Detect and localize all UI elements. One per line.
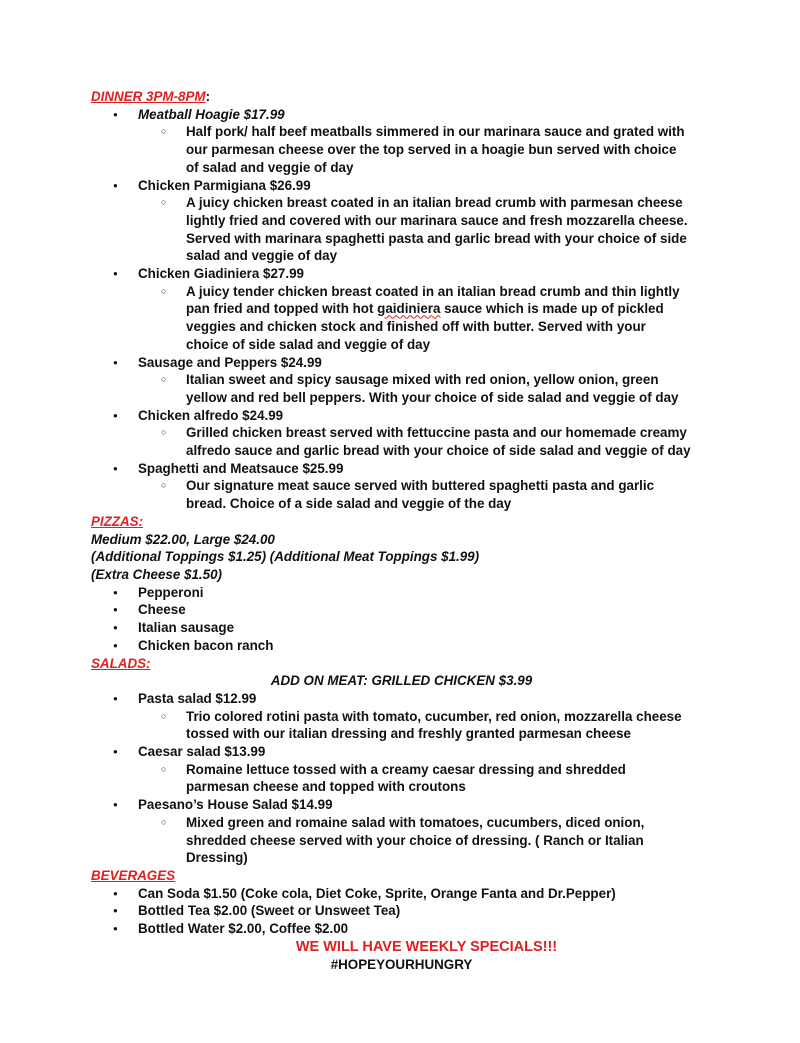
salad-desc-caesar: ○ Romaine lettuce tossed with a creamy caesar dressing and shredded parmesan cheese and topped with croutons [186, 761, 626, 795]
dinner-item-chicken-parmigiana: ● Chicken Parmigiana $26.99 [91, 177, 709, 195]
desc-part-a: A juicy tender chicken breast coated in an italian bread crumb and thin lightly pan fried and topped with hot [186, 283, 680, 317]
salad-item-house: ● Paesano’s House Salad $14.99 [91, 796, 709, 814]
dinner-item-meatball-hoagie: ● Meatball Hoagie $17.99 [91, 106, 709, 124]
dinner-desc-chicken-parmigiana: ○ A juicy chicken breast coated in an italian bread crumb with parmesan cheese lightly fried and covered with our marinara sauce and fresh mozzarella cheese. Served with marinara spaghetti pasta and garlic bread with your choice of side salad and veggie of day [186, 195, 688, 264]
salad-item-desc [91, 708, 709, 743]
pizza-toppings-line: (Additional Toppings $1.25) (Additional Meat Toppings $1.99) [91, 549, 480, 565]
dinner-item-desc [91, 477, 709, 512]
pizza-item-cheese: ● Cheese [91, 601, 709, 619]
salad-desc-pasta: ○ Trio colored rotini pasta with tomato, cucumber, red onion, mozzarella cheese tossed with our italian dressing and freshly granted parmesan cheese [186, 708, 682, 742]
dinner-desc-chicken-alfredo: ○ Grilled chicken breast served with fettuccine pasta and our homemade creamy alfredo sauce and garlic bread with your choice of side salad and veggie of day [186, 425, 691, 459]
dinner-heading-line [91, 88, 709, 106]
salad-item-desc [91, 814, 709, 867]
salad-list [91, 690, 709, 867]
beverage-item-tea: ● Bottled Tea $2.00 (Sweet or Unsweet Tea) [91, 902, 709, 920]
salad-desc-house: ○ Mixed green and romaine salad with tomatoes, cucumbers, diced onion, shredded cheese served with your choice of dressing. ( Ranch or Italian Dressing) [186, 814, 645, 866]
dinner-item-desc [91, 283, 709, 354]
beverage-list [91, 885, 709, 938]
pizza-price-line: Medium $22.00, Large $24.00 [91, 531, 275, 547]
dinner-desc-chicken-giadiniera [186, 283, 691, 354]
pizzas-heading: PIZZAS: [91, 513, 144, 529]
salad-item-pasta: ● Pasta salad $12.99 [91, 690, 709, 708]
dinner-desc-spaghetti-meatsauce: ○ Our signature meat sauce served with buttered spaghetti pasta and garlic bread. Choice of a side salad and veggie of the day [186, 478, 655, 512]
hashtag-line: #HOPEYOURHUNGRY [330, 957, 473, 973]
salads-heading: SALADS: [91, 655, 151, 671]
pizza-item-pepperoni: ● Pepperoni [91, 584, 709, 602]
pizza-item-chicken-bacon-ranch: ● Chicken bacon ranch [91, 637, 709, 655]
beverage-item-soda: ● Can Soda $1.50 (Coke cola, Diet Coke, Sprite, Orange Fanta and Dr.Pepper) [91, 885, 709, 903]
beverages-heading: BEVERAGES [91, 867, 176, 883]
desc-part-b: sauce which is made up of pickled veggies and chicken stock and finished off with butter. Served with your choice of side salad and veggie of day [186, 301, 664, 352]
pizza-item-italian-sausage: ● Italian sausage [91, 619, 709, 637]
weekly-specials-banner: WE WILL HAVE WEEKLY SPECIALS!!! [295, 938, 558, 955]
dinner-item-spaghetti-meatsauce: ● Spaghetti and Meatsauce $25.99 [91, 460, 709, 478]
dinner-item-chicken-giadiniera: ● Chicken Giadiniera $27.99 [91, 265, 709, 283]
salad-item-caesar: ● Caesar salad $13.99 [91, 743, 709, 761]
dinner-item-desc [91, 424, 709, 459]
misspelled-word: gaidiniera [377, 301, 441, 317]
dinner-item-desc [91, 371, 709, 406]
dinner-item-sausage-peppers: ● Sausage and Peppers $24.99 [91, 354, 709, 372]
dinner-item-desc [91, 194, 709, 265]
dinner-list [91, 106, 709, 513]
pizza-list [91, 584, 709, 655]
dinner-item-desc [91, 123, 709, 176]
dinner-heading: DINNER 3PM-8PM [91, 89, 206, 104]
dinner-item-chicken-alfredo: ● Chicken alfredo $24.99 [91, 407, 709, 425]
salads-add-on: ADD ON MEAT: GRILLED CHICKEN $3.99 [270, 673, 533, 689]
pizza-cheese-line: (Extra Cheese $1.50) [91, 566, 223, 582]
dinner-heading-colon: : [205, 89, 211, 104]
dinner-desc-meatball-hoagie: ○ Half pork/ half beef meatballs simmered in our marinara sauce and grated with our parmesan cheese over the top served in a hoagie bun served with choice of salad and veggie of day [186, 124, 685, 175]
salad-item-desc [91, 761, 709, 796]
dinner-desc-sausage-peppers: ○ Italian sweet and spicy sausage mixed with red onion, yellow onion, green yellow and red bell peppers. With your choice of side salad and veggie of day [186, 372, 679, 405]
beverage-item-water-coffee: ● Bottled Water $2.00, Coffee $2.00 [91, 920, 709, 938]
